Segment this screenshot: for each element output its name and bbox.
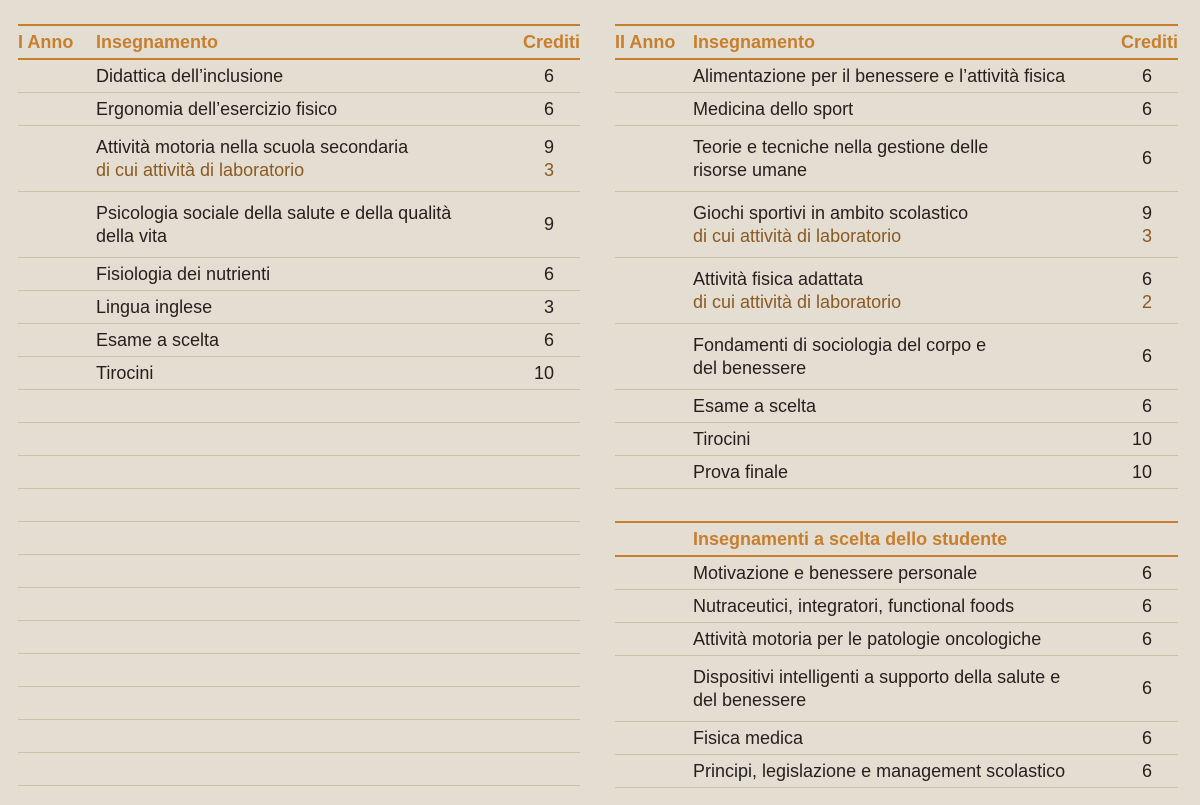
- course-name: Psicologia sociale della salute e della qualità della vita: [96, 202, 452, 246]
- course-credits: 6: [1141, 98, 1152, 119]
- course-column-header: Insegnamento: [693, 31, 816, 52]
- table-row: [18, 357, 580, 390]
- course-name: Nutraceutici, integratori, functional foods: [693, 595, 1015, 616]
- course-name: Fondamenti di sociologia del corpo e del benessere: [693, 334, 987, 378]
- table-row: [615, 390, 1178, 423]
- electives-header: [615, 521, 1178, 557]
- course-name: Prova finale: [693, 461, 789, 482]
- empty-row: [18, 654, 580, 687]
- course-credits: 6: [1141, 678, 1152, 698]
- course-credits: 3: [543, 296, 554, 317]
- year1-table: [18, 24, 580, 786]
- table-row: [18, 291, 580, 324]
- course-name: Giochi sportivi in ambito scolastico: [693, 202, 969, 223]
- table-row: [615, 60, 1178, 93]
- course-credits: 6: [543, 329, 554, 350]
- table-row: [615, 93, 1178, 126]
- empty-row: [18, 456, 580, 489]
- table-row: [615, 590, 1178, 623]
- table-row: [615, 755, 1178, 788]
- table-row: [615, 656, 1178, 722]
- empty-row: [18, 390, 580, 423]
- table-row: [615, 423, 1178, 456]
- empty-row: [18, 588, 580, 621]
- lab-credits: 3: [1141, 225, 1152, 246]
- course-name: Esame a scelta: [693, 395, 817, 416]
- table-row: [615, 456, 1178, 489]
- year-label: I Anno: [18, 31, 74, 52]
- course-credits: 6: [1141, 760, 1152, 781]
- table-row: [615, 258, 1178, 324]
- empty-row: [18, 621, 580, 654]
- course-credits: 6: [1141, 727, 1152, 748]
- lab-subnote: di cui attività di laboratorio: [96, 159, 305, 180]
- course-name: Motivazione e benessere personale: [693, 562, 978, 583]
- course-name: Esame a scelta: [96, 329, 220, 350]
- course-credits: 10: [1131, 428, 1152, 449]
- credits-column-header: Crediti: [522, 31, 580, 52]
- course-name: Dispositivi intelligenti a supporto della salute e del benessere: [693, 666, 1061, 710]
- course-credits: 6: [1141, 395, 1152, 416]
- lab-credits: 3: [543, 159, 554, 180]
- table-row: [18, 93, 580, 126]
- lab-credits: 2: [1141, 291, 1152, 312]
- course-credits: 9: [543, 136, 554, 157]
- table-row: [615, 192, 1178, 258]
- table-row: [615, 623, 1178, 656]
- table-row: [18, 324, 580, 357]
- course-name: Lingua inglese: [96, 296, 213, 317]
- course-name: Didattica dell’inclusione: [96, 65, 284, 86]
- empty-row: [18, 720, 580, 753]
- course-name: Attività motoria per le patologie oncologiche: [693, 628, 1042, 649]
- empty-row: [18, 489, 580, 522]
- year2-header-row: [615, 26, 1178, 60]
- table-row: [18, 192, 580, 258]
- course-credits: 6: [1141, 628, 1152, 649]
- course-name: Tirocini: [693, 428, 751, 449]
- course-credits: 6: [543, 65, 554, 86]
- course-name: Fisica medica: [693, 727, 804, 748]
- course-name: Attività fisica adattata: [693, 268, 864, 289]
- course-credits: 6: [1141, 562, 1152, 583]
- course-credits: 9: [1141, 202, 1152, 223]
- course-name: Principi, legislazione e management scolastico: [693, 760, 1066, 781]
- course-name: Medicina dello sport: [693, 98, 854, 119]
- lab-subnote: di cui attività di laboratorio: [693, 291, 902, 312]
- course-column-header: Insegnamento: [96, 31, 219, 52]
- table-row: [18, 258, 580, 291]
- course-credits: 6: [1141, 65, 1152, 86]
- course-credits: 6: [1141, 346, 1152, 366]
- empty-row: [18, 522, 580, 555]
- year-label: II Anno: [615, 31, 676, 52]
- table-row: [615, 557, 1178, 590]
- year2-table: [615, 24, 1178, 788]
- course-name: Fisiologia dei nutrienti: [96, 263, 271, 284]
- electives-title: Insegnamenti a scelta dello studente: [693, 528, 1008, 549]
- course-credits: 6: [543, 263, 554, 284]
- empty-row: [18, 555, 580, 588]
- course-credits: 10: [1131, 461, 1152, 482]
- table-row: [615, 126, 1178, 192]
- course-credits: 6: [1141, 268, 1152, 289]
- course-credits: 6: [1141, 148, 1152, 168]
- empty-row: [18, 687, 580, 720]
- course-name: Ergonomia dell’esercizio fisico: [96, 98, 338, 119]
- table-row: [18, 126, 580, 192]
- credits-column-header: Crediti: [1120, 31, 1178, 52]
- course-name: Alimentazione per il benessere e l’attività fisica: [693, 65, 1066, 86]
- course-name: Attività motoria nella scuola secondaria: [96, 136, 409, 157]
- table-row: [615, 722, 1178, 755]
- lab-subnote: di cui attività di laboratorio: [693, 225, 902, 246]
- course-name: Teorie e tecniche nella gestione delle risorse umane: [693, 136, 989, 180]
- course-credits: 6: [543, 98, 554, 119]
- year1-header-row: [18, 26, 580, 60]
- table-row: [615, 324, 1178, 390]
- course-credits: 10: [533, 362, 554, 383]
- course-name: Tirocini: [96, 362, 154, 383]
- course-credits: 9: [543, 214, 554, 234]
- empty-row: [18, 753, 580, 786]
- empty-row: [18, 423, 580, 456]
- table-row: [18, 60, 580, 93]
- course-credits: 6: [1141, 595, 1152, 616]
